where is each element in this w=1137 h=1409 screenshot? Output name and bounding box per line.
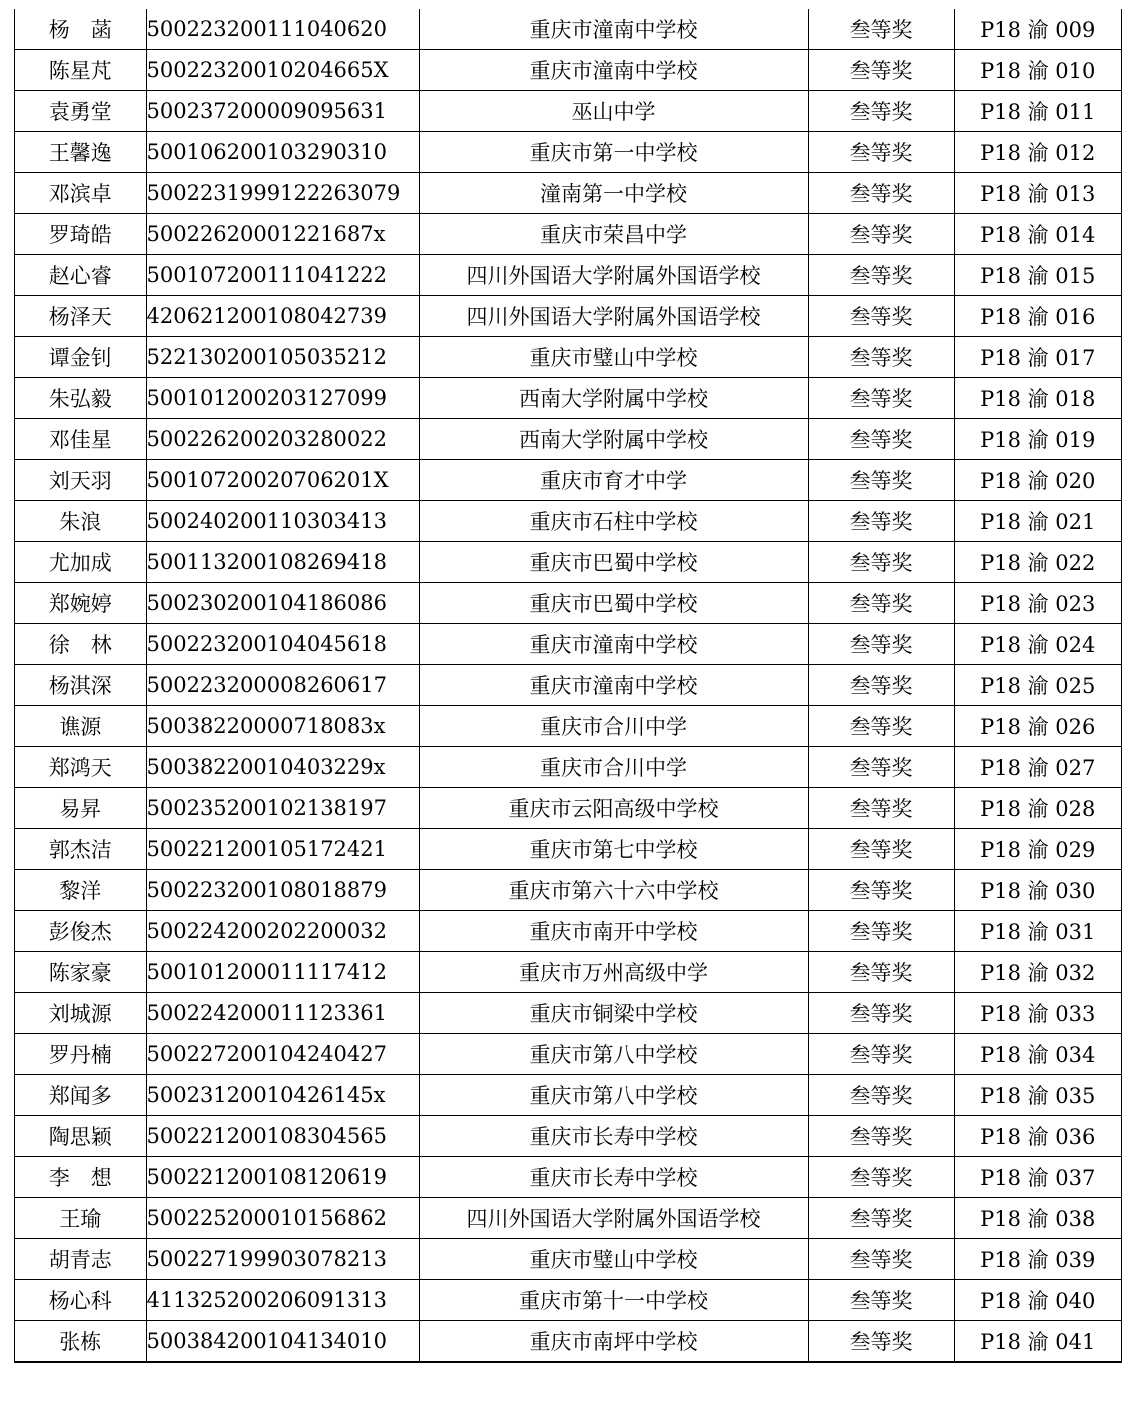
table-row — [15, 706, 1121, 747]
award-level-cell: 叁等奖 — [808, 952, 954, 993]
student-name-cell: 胡青志 — [15, 1239, 146, 1280]
id-number-cell: 500237200009095631 — [146, 91, 419, 132]
school-cell: 重庆市铜梁中学校 — [419, 993, 808, 1034]
school-cell: 重庆市第八中学校 — [419, 1034, 808, 1075]
id-number-cell: 420621200108042739 — [146, 296, 419, 337]
certificate-number-cell: P18 渝 012 — [954, 132, 1121, 173]
certificate-number-cell: P18 渝 023 — [954, 583, 1121, 624]
school-cell: 重庆市第八中学校 — [419, 1075, 808, 1116]
certificate-number-cell: P18 渝 040 — [954, 1280, 1121, 1321]
id-number-cell: 500224200202200032 — [146, 911, 419, 952]
table-row — [15, 1239, 1121, 1280]
table-row — [15, 624, 1121, 665]
award-level-cell: 叁等奖 — [808, 542, 954, 583]
certificate-number-cell: P18 渝 031 — [954, 911, 1121, 952]
award-level-cell: 叁等奖 — [808, 747, 954, 788]
table-row — [15, 214, 1121, 255]
student-name-cell: 杨淇深 — [15, 665, 146, 706]
student-name-cell: 尤加成 — [15, 542, 146, 583]
award-level-cell: 叁等奖 — [808, 829, 954, 870]
school-cell: 重庆市第六十六中学校 — [419, 870, 808, 911]
id-number-cell: 500223199912226307​9 — [146, 173, 419, 214]
award-level-cell: 叁等奖 — [808, 583, 954, 624]
school-cell: 潼南第一中学校 — [419, 173, 808, 214]
school-cell: 巫山中学 — [419, 91, 808, 132]
student-name-cell: 邓佳星 — [15, 419, 146, 460]
award-level-cell: 叁等奖 — [808, 337, 954, 378]
school-cell: 重庆市璧山中学校 — [419, 337, 808, 378]
school-cell: 重庆市南坪中学校 — [419, 1321, 808, 1362]
id-number-cell: 411325200206091313 — [146, 1280, 419, 1321]
award-level-cell: 叁等奖 — [808, 706, 954, 747]
student-name-cell: 邓滨卓 — [15, 173, 146, 214]
student-name-cell: 谭金钊 — [15, 337, 146, 378]
certificate-number-cell: P18 渝 009 — [954, 9, 1121, 50]
certificate-number-cell: P18 渝 027 — [954, 747, 1121, 788]
table-row — [15, 870, 1121, 911]
award-level-cell: 叁等奖 — [808, 788, 954, 829]
school-cell: 重庆市璧山中学校 — [419, 1239, 808, 1280]
id-number-cell: 50022620001221687x — [146, 214, 419, 255]
certificate-number-cell: P18 渝 037 — [954, 1157, 1121, 1198]
student-name-cell: 李 想 — [15, 1157, 146, 1198]
student-name-cell: 郑闻多 — [15, 1075, 146, 1116]
certificate-number-cell: P18 渝 022 — [954, 542, 1121, 583]
id-number-cell: 500226200203280022 — [146, 419, 419, 460]
school-cell: 重庆市南开中学校 — [419, 911, 808, 952]
table-row — [15, 460, 1121, 501]
table-row — [15, 583, 1121, 624]
student-name-cell: 陶思颖 — [15, 1116, 146, 1157]
certificate-number-cell: P18 渝 017 — [954, 337, 1121, 378]
award-level-cell: 叁等奖 — [808, 132, 954, 173]
certificate-number-cell: P18 渝 032 — [954, 952, 1121, 993]
school-cell: 重庆市合川中学 — [419, 747, 808, 788]
table-row — [15, 1034, 1121, 1075]
award-level-cell: 叁等奖 — [808, 1321, 954, 1362]
student-name-cell: 谯源 — [15, 706, 146, 747]
school-cell: 重庆市育才中学 — [419, 460, 808, 501]
table-row — [15, 50, 1121, 91]
id-number-cell: 500384200104134010 — [146, 1321, 419, 1362]
school-cell: 重庆市巴蜀中学校 — [419, 583, 808, 624]
school-cell: 重庆市潼南中学校 — [419, 50, 808, 91]
student-name-cell: 陈家豪 — [15, 952, 146, 993]
id-number-cell: 50023120010426145x — [146, 1075, 419, 1116]
award-level-cell: 叁等奖 — [808, 460, 954, 501]
school-cell: 重庆市第七中学校 — [419, 829, 808, 870]
table-row — [15, 1116, 1121, 1157]
award-level-cell: 叁等奖 — [808, 296, 954, 337]
student-name-cell: 彭俊杰 — [15, 911, 146, 952]
id-number-cell: 500230200104186086 — [146, 583, 419, 624]
award-level-cell: 叁等奖 — [808, 1075, 954, 1116]
school-cell: 重庆市石柱中学校 — [419, 501, 808, 542]
award-level-cell: 叁等奖 — [808, 255, 954, 296]
school-cell: 四川外国语大学附属外国语学校 — [419, 255, 808, 296]
student-name-cell: 郑鸿天 — [15, 747, 146, 788]
award-list-sheet — [14, 9, 1122, 1363]
school-cell: 四川外国语大学附属外国语学校 — [419, 296, 808, 337]
student-name-cell: 郭杰洁 — [15, 829, 146, 870]
certificate-number-cell: P18 渝 038 — [954, 1198, 1121, 1239]
certificate-number-cell: P18 渝 010 — [954, 50, 1121, 91]
id-number-cell: 500113200108269418 — [146, 542, 419, 583]
student-name-cell: 杨 菡 — [15, 9, 146, 50]
award-level-cell: 叁等奖 — [808, 624, 954, 665]
school-cell: 重庆市长寿中学校 — [419, 1116, 808, 1157]
award-level-cell: 叁等奖 — [808, 91, 954, 132]
table-row — [15, 788, 1121, 829]
school-cell: 重庆市巴蜀中学校 — [419, 542, 808, 583]
certificate-number-cell: P18 渝 041 — [954, 1321, 1121, 1362]
id-number-cell: 500106200103290310 — [146, 132, 419, 173]
table-row — [15, 1321, 1121, 1362]
award-table — [15, 9, 1121, 1362]
id-number-cell: 522130200105035212 — [146, 337, 419, 378]
certificate-number-cell: P18 渝 030 — [954, 870, 1121, 911]
award-level-cell: 叁等奖 — [808, 1198, 954, 1239]
table-row — [15, 337, 1121, 378]
student-name-cell: 赵心睿 — [15, 255, 146, 296]
award-level-cell: 叁等奖 — [808, 378, 954, 419]
school-cell: 重庆市荣昌中学 — [419, 214, 808, 255]
table-row — [15, 747, 1121, 788]
id-number-cell: 500227199903078213 — [146, 1239, 419, 1280]
id-number-cell: 500223200104045618 — [146, 624, 419, 665]
id-number-cell: 500221200108304565 — [146, 1116, 419, 1157]
student-name-cell: 黎洋 — [15, 870, 146, 911]
certificate-number-cell: P18 渝 035 — [954, 1075, 1121, 1116]
table-row — [15, 829, 1121, 870]
student-name-cell: 刘天羽 — [15, 460, 146, 501]
id-number-cell: 500221200108120619 — [146, 1157, 419, 1198]
certificate-number-cell: P18 渝 018 — [954, 378, 1121, 419]
table-row — [15, 132, 1121, 173]
award-level-cell: 叁等奖 — [808, 665, 954, 706]
table-row — [15, 993, 1121, 1034]
school-cell: 重庆市第十一中学校 — [419, 1280, 808, 1321]
certificate-number-cell: P18 渝 039 — [954, 1239, 1121, 1280]
school-cell: 西南大学附属中学校 — [419, 378, 808, 419]
certificate-number-cell: P18 渝 019 — [954, 419, 1121, 460]
id-number-cell: 50038220000718083x — [146, 706, 419, 747]
student-name-cell: 罗琦皓 — [15, 214, 146, 255]
school-cell: 西南大学附属中学校 — [419, 419, 808, 460]
table-row — [15, 255, 1121, 296]
table-row — [15, 1280, 1121, 1321]
certificate-number-cell: P18 渝 028 — [954, 788, 1121, 829]
school-cell: 重庆市云阳高级中学校 — [419, 788, 808, 829]
award-level-cell: 叁等奖 — [808, 214, 954, 255]
id-number-cell: 500224200011123361 — [146, 993, 419, 1034]
award-level-cell: 叁等奖 — [808, 1034, 954, 1075]
student-name-cell: 罗丹楠 — [15, 1034, 146, 1075]
id-number-cell: 500107200111041222 — [146, 255, 419, 296]
id-number-cell: 500235200102138197 — [146, 788, 419, 829]
id-number-cell: 500101200011117412 — [146, 952, 419, 993]
certificate-number-cell: P18 渝 026 — [954, 706, 1121, 747]
award-level-cell: 叁等奖 — [808, 50, 954, 91]
table-row — [15, 501, 1121, 542]
certificate-number-cell: P18 渝 020 — [954, 460, 1121, 501]
table-row — [15, 665, 1121, 706]
student-name-cell: 张栋 — [15, 1321, 146, 1362]
table-row — [15, 91, 1121, 132]
certificate-number-cell: P18 渝 024 — [954, 624, 1121, 665]
student-name-cell: 陈星芃 — [15, 50, 146, 91]
student-name-cell: 王瑜 — [15, 1198, 146, 1239]
certificate-number-cell: P18 渝 011 — [954, 91, 1121, 132]
id-number-cell: 500240200110303413 — [146, 501, 419, 542]
table-row — [15, 1075, 1121, 1116]
award-level-cell: 叁等奖 — [808, 993, 954, 1034]
school-cell: 重庆市长寿中学校 — [419, 1157, 808, 1198]
table-row — [15, 542, 1121, 583]
school-cell: 重庆市第一中学校 — [419, 132, 808, 173]
award-level-cell: 叁等奖 — [808, 173, 954, 214]
student-name-cell: 王馨逸 — [15, 132, 146, 173]
award-table-body — [15, 9, 1121, 1362]
id-number-cell: 50022320010204665X — [146, 50, 419, 91]
certificate-number-cell: P18 渝 036 — [954, 1116, 1121, 1157]
table-row — [15, 173, 1121, 214]
id-number-cell: 500223200008260617 — [146, 665, 419, 706]
table-row — [15, 9, 1121, 50]
certificate-number-cell: P18 渝 034 — [954, 1034, 1121, 1075]
table-row — [15, 378, 1121, 419]
certificate-number-cell: P18 渝 025 — [954, 665, 1121, 706]
award-level-cell: 叁等奖 — [808, 1280, 954, 1321]
id-number-cell: 500221200105172421 — [146, 829, 419, 870]
school-cell: 重庆市潼南中学校 — [419, 624, 808, 665]
table-row — [15, 1157, 1121, 1198]
certificate-number-cell: P18 渝 014 — [954, 214, 1121, 255]
id-number-cell: 500227200104240427 — [146, 1034, 419, 1075]
student-name-cell: 刘城源 — [15, 993, 146, 1034]
award-level-cell: 叁等奖 — [808, 1157, 954, 1198]
award-level-cell: 叁等奖 — [808, 1116, 954, 1157]
school-cell: 重庆市合川中学 — [419, 706, 808, 747]
student-name-cell: 朱浪 — [15, 501, 146, 542]
id-number-cell: 500101200203127099 — [146, 378, 419, 419]
certificate-number-cell: P18 渝 021 — [954, 501, 1121, 542]
id-number-cell: 500223200108018879 — [146, 870, 419, 911]
id-number-cell: 50010720020706201X — [146, 460, 419, 501]
table-row — [15, 1198, 1121, 1239]
school-cell: 重庆市潼南中学校 — [419, 9, 808, 50]
certificate-number-cell: P18 渝 016 — [954, 296, 1121, 337]
award-level-cell: 叁等奖 — [808, 419, 954, 460]
table-row — [15, 952, 1121, 993]
table-row — [15, 419, 1121, 460]
school-cell: 重庆市万州高级中学 — [419, 952, 808, 993]
id-number-cell: 50038220010403229x — [146, 747, 419, 788]
student-name-cell: 朱弘毅 — [15, 378, 146, 419]
school-cell: 重庆市潼南中学校 — [419, 665, 808, 706]
id-number-cell: 500223200111040620 — [146, 9, 419, 50]
award-level-cell: 叁等奖 — [808, 870, 954, 911]
student-name-cell: 郑婉婷 — [15, 583, 146, 624]
certificate-number-cell: P18 渝 015 — [954, 255, 1121, 296]
student-name-cell: 袁勇堂 — [15, 91, 146, 132]
id-number-cell: 500225200010156862 — [146, 1198, 419, 1239]
certificate-number-cell: P18 渝 013 — [954, 173, 1121, 214]
award-level-cell: 叁等奖 — [808, 1239, 954, 1280]
certificate-number-cell: P18 渝 029 — [954, 829, 1121, 870]
student-name-cell: 徐 林 — [15, 624, 146, 665]
student-name-cell: 杨心科 — [15, 1280, 146, 1321]
award-level-cell: 叁等奖 — [808, 9, 954, 50]
table-row — [15, 296, 1121, 337]
award-level-cell: 叁等奖 — [808, 501, 954, 542]
school-cell: 四川外国语大学附属外国语学校 — [419, 1198, 808, 1239]
table-row — [15, 911, 1121, 952]
certificate-number-cell: P18 渝 033 — [954, 993, 1121, 1034]
student-name-cell: 易昇 — [15, 788, 146, 829]
award-level-cell: 叁等奖 — [808, 911, 954, 952]
student-name-cell: 杨泽天 — [15, 296, 146, 337]
